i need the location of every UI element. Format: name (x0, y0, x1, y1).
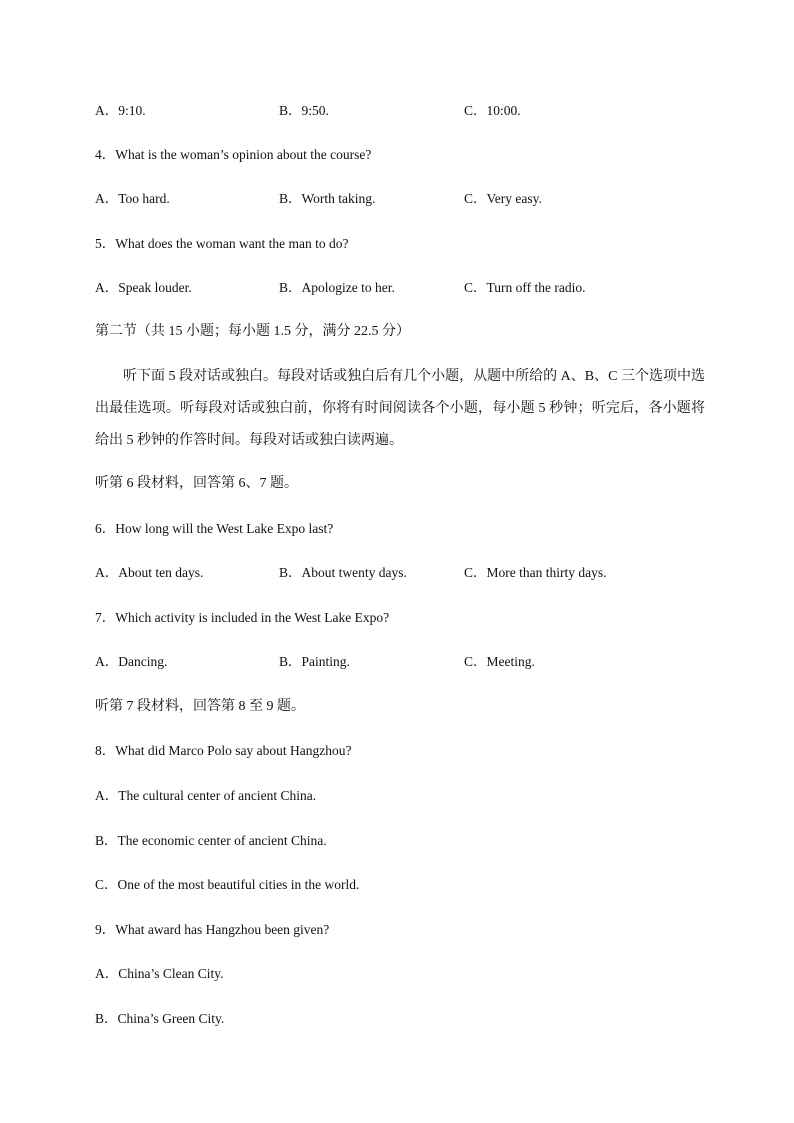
q4-option-c: C．Very easy. (464, 191, 542, 206)
q5-question: 5．What does the woman want the man to do? (95, 236, 349, 251)
q5-option-c: C．Turn off the radio. (464, 280, 586, 295)
q6-option-c: C．More than thirty days. (464, 565, 607, 580)
q7-option-b: B．Painting. (279, 654, 350, 669)
q7-option-c: C．Meeting. (464, 654, 535, 669)
q5-option-a: A．Speak louder. (95, 280, 192, 295)
q4-option-a: A．Too hard. (95, 191, 170, 206)
q7-question: 7．Which activity is included in the West Lake Expo? (95, 610, 390, 625)
section2-instructions: 听下面 5 段对话或独白。每段对话或独白后有几个小题，从题中所给的 A、B、C 三个选项中选出最佳选项。听每段对话或独白前，你将有时间阅读各个小题，每小题 5 秒钟；听完后，各小题将给出 5 秒钟的作答时间。每段对话或独白读两遍。 (95, 369, 705, 448)
q9-option-b: B．China’s Green City. (95, 1011, 225, 1026)
material7-heading: 听第 7 段材料，回答第 8 至 9 题。 (95, 699, 305, 714)
q6-option-a: A．About ten days. (95, 565, 204, 580)
q6-question: 6．How long will the West Lake Expo last? (95, 521, 334, 536)
q9-option-a: A．China’s Clean City. (95, 966, 224, 981)
q8-question: 8．What did Marco Polo say about Hangzhou? (95, 743, 352, 758)
q8-option-c: C．One of the most beautiful cities in the world. (95, 877, 360, 892)
q7-option-a: A．Dancing. (95, 654, 168, 669)
q3-option-b: B．9:50. (279, 103, 329, 118)
q9-question: 9．What award has Hangzhou been given? (95, 922, 330, 937)
section2-heading: 第二节（共 15 小题；每小题 1.5 分，满分 22.5 分） (95, 324, 410, 339)
q4-option-b: B．Worth taking. (279, 191, 376, 206)
material6-heading: 听第 6 段材料，回答第 6、7 题。 (95, 476, 298, 491)
q5-option-b: B．Apologize to her. (279, 280, 395, 295)
q6-option-b: B．About twenty days. (279, 565, 407, 580)
q8-option-b: B．The economic center of ancient China. (95, 833, 327, 848)
q3-option-c: C．10:00. (464, 103, 521, 118)
q3-option-a: A．9:10. (95, 103, 146, 118)
q8-option-a: A．The cultural center of ancient China. (95, 788, 317, 803)
q4-question: 4．What is the woman’s opinion about the course? (95, 147, 372, 162)
